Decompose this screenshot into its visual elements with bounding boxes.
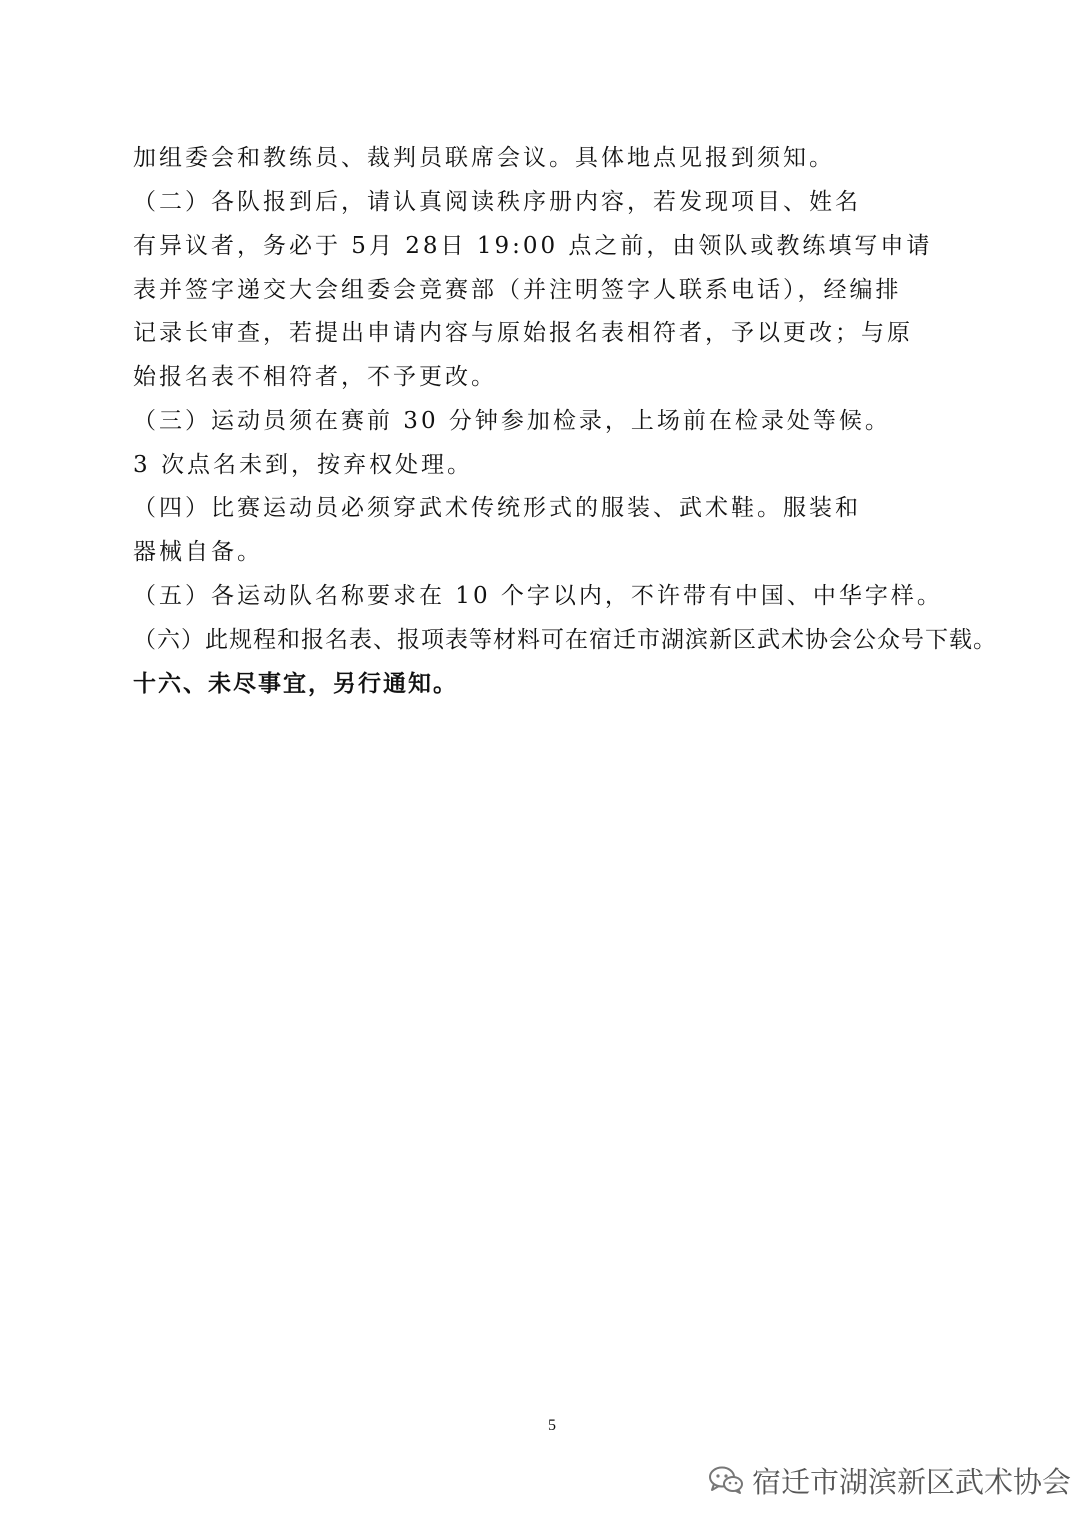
watermark-text: 宿迁市湖滨新区武术协会 [752,1464,1072,1499]
paragraph-line-12: （六）此规程和报名表、报项表等材料可在宿迁市湖滨新区武术协会公众号下载。 [133,627,997,653]
paragraph-line-3: 有异议者，务必于 5月 28日 19:00 点之前，由领队或教练填写申请 [133,233,933,259]
paragraph-line-7: （三）运动员须在赛前 30 分钟参加检录，上场前在检录处等候。 [133,408,891,434]
paragraph-line-6: 始报名表不相符者，不予更改。 [133,364,497,390]
paragraph-line-1: 加组委会和教练员、裁判员联席会议。具体地点见报到须知。 [133,145,835,171]
paragraph-line-5: 记录长审查，若提出申请内容与原始报名表相符者，予以更改；与原 [133,320,913,346]
watermark [708,1460,1071,1500]
closing-line: 十六、未尽事宜，另行通知。 [133,670,458,697]
paragraph-line-10: 器械自备。 [133,539,263,565]
paragraph-line-9: （四）比赛运动员必须穿武术传统形式的服装、武术鞋。服装和 [133,495,861,521]
page-number: 5 [548,1417,556,1434]
paragraph-line-8: 3 次点名未到，按弃权处理。 [133,452,473,478]
paragraph-line-4: 表并签字递交大会组委会竞赛部（并注明签字人联系电话），经编排 [133,277,902,303]
paragraph-line-2: （二）各队报到后，请认真阅读秩序册内容，若发现项目、姓名 [133,189,861,215]
wechat-icon [708,1465,744,1495]
paragraph-line-11: （五）各运动队名称要求在 10 个字以内，不许带有中国、中华字样。 [133,583,943,609]
